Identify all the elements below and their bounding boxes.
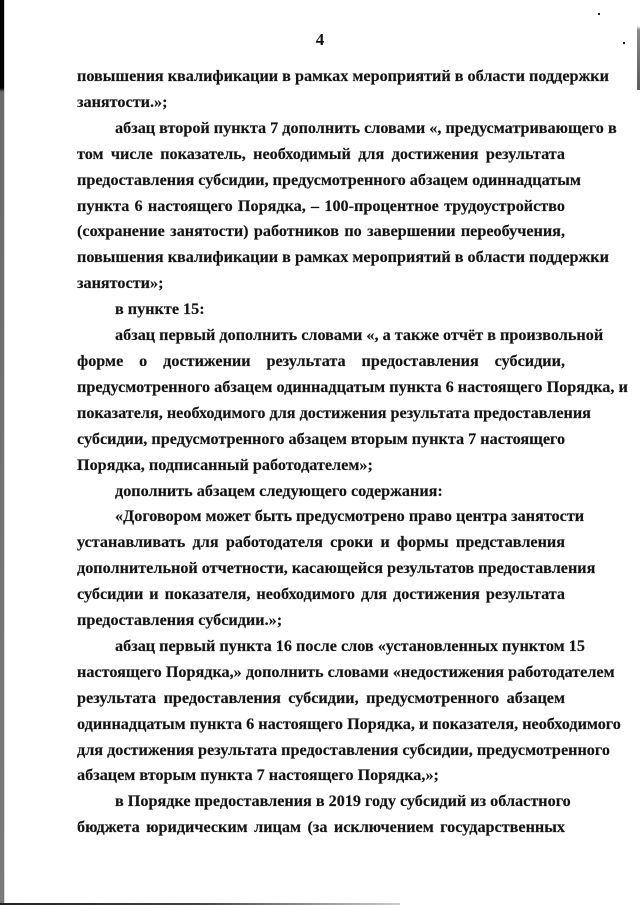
text-line: предусмотренного абзацем одиннадцатым пункта 6 настоящего Порядка, и [77, 377, 628, 396]
paragraph [77, 634, 621, 789]
paragraph [77, 64, 609, 116]
paragraph [77, 504, 596, 634]
scan-edge-left [0, 0, 4, 905]
text-line: пункта 6 настоящего Порядка, – 100-процентное трудоустройство [77, 196, 565, 215]
page-number: 4 [315, 30, 325, 49]
text-line: субсидии, предусмотренного абзацем вторым пункта 7 настоящего [77, 429, 566, 448]
text-line: дополнительной отчетности, касающейся результатов предоставления [77, 559, 596, 578]
text-line: Порядка, подписанный работодателем»; [77, 455, 373, 474]
text-line: одиннадцатым пункта 6 настоящего Порядка, и показателя, необходимого [77, 714, 621, 733]
paragraph [77, 297, 565, 323]
text-line: занятости.»; [77, 92, 168, 111]
text-line: занятости»; [77, 274, 164, 293]
text-line: в пункте 15: [115, 300, 205, 319]
text-line: предоставления субсидии, предусмотренного абзацем одиннадцатым [77, 170, 581, 189]
document-body [77, 64, 628, 841]
text-line: абзац первый дополнить словами «, а также отчёт в произвольной [115, 326, 604, 345]
text-line: абзац второй пункта 7 дополнить словами «, предусматривающего в [115, 118, 617, 137]
text-line: абзац первый пункта 16 после слов «установленных пунктом 15 [115, 636, 585, 655]
text-line: абзацем вторым пункта 7 настоящего Порядка,»; [77, 766, 439, 785]
text-line: устанавливать для работодателя сроки и формы представления [77, 533, 565, 552]
text-line: для достижения результата предоставления субсидии, предусмотренного [77, 740, 610, 759]
text-line: повышения квалификации в рамках мероприятий в области поддержки [77, 67, 609, 85]
paragraph [77, 116, 617, 297]
text-line: «Договором может быть предусмотрено право центра занятости [115, 507, 585, 526]
text-line: бюджета юридическим лицам (за исключением государственных [77, 818, 565, 837]
text-line: настоящего Порядка,» дополнить словами «недостижения работодателем [77, 662, 615, 681]
text-line: том числе показатель, необходимый для достижения результата [77, 144, 565, 163]
text-line: (сохранение занятости) работников по завершении переобучения, [77, 222, 565, 241]
text-line: показателя, необходимого для достижения результата предоставления [77, 403, 591, 422]
paragraph [77, 789, 571, 841]
text-line: форме о достижении результата предоставления субсидии, [77, 351, 565, 370]
text-line: субсидии и показателя, необходимого для достижения результата [77, 585, 565, 604]
scan-speck [598, 13, 600, 15]
text-line: результата предоставления субсидии, предусмотренного абзацем [77, 688, 565, 707]
text-line: предоставления субсидии.»; [77, 611, 283, 630]
paragraph [77, 479, 565, 505]
text-line: в Порядке предоставления в 2019 году субсидий из областного [115, 792, 571, 811]
text-line: дополнить абзацем следующего содержания: [115, 481, 443, 500]
paragraph [77, 323, 628, 478]
text-line: повышения квалификации в рамках мероприятий в области поддержки [77, 248, 609, 267]
